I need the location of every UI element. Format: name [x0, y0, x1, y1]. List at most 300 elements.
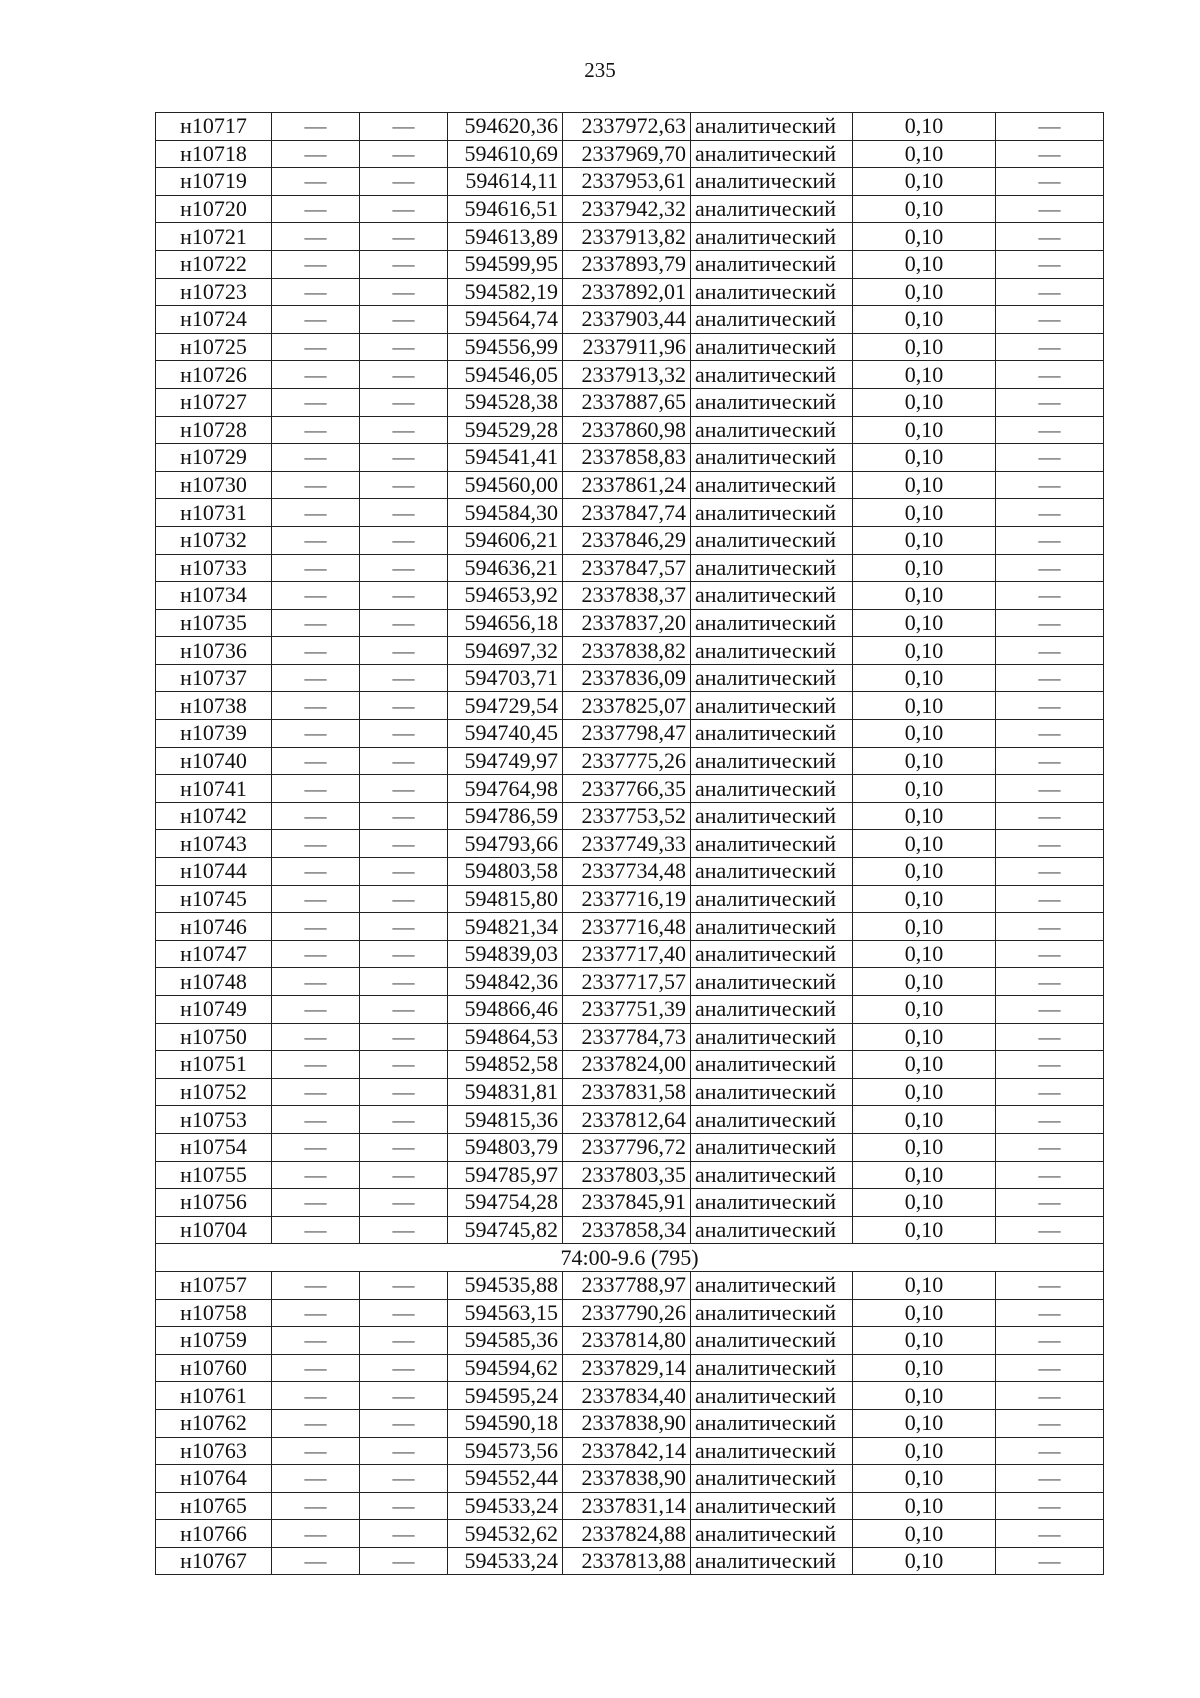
method-cell: аналитический — [691, 940, 853, 968]
x-coordinate-cell: 594831,81 — [448, 1078, 563, 1106]
dash-cell: — — [996, 1106, 1104, 1134]
dash-cell: — — [272, 499, 360, 527]
x-coordinate-cell: 594535,88 — [448, 1271, 563, 1299]
accuracy-cell: 0,10 — [853, 940, 996, 968]
table-row — [156, 720, 1104, 748]
x-coordinate-cell: 594815,36 — [448, 1106, 563, 1134]
x-coordinate-cell: 594697,32 — [448, 637, 563, 665]
dash-cell: — — [996, 444, 1104, 472]
dash-cell: — — [272, 913, 360, 941]
dash-cell: — — [272, 664, 360, 692]
dash-cell: — — [996, 913, 1104, 941]
y-coordinate-cell: 2337913,82 — [563, 223, 691, 251]
y-coordinate-cell: 2337829,14 — [563, 1354, 691, 1382]
dash-cell: — — [360, 140, 448, 168]
y-coordinate-cell: 2337775,26 — [563, 747, 691, 775]
y-coordinate-cell: 2337717,57 — [563, 968, 691, 996]
method-cell: аналитический — [691, 720, 853, 748]
x-coordinate-cell: 594852,58 — [448, 1051, 563, 1079]
dash-cell: — — [360, 637, 448, 665]
table-row — [156, 1216, 1104, 1244]
method-cell: аналитический — [691, 361, 853, 389]
dash-cell: — — [360, 1547, 448, 1575]
x-coordinate-cell: 594614,11 — [448, 168, 563, 196]
dash-cell: — — [272, 444, 360, 472]
table-row — [156, 1161, 1104, 1189]
x-coordinate-cell: 594745,82 — [448, 1216, 563, 1244]
accuracy-cell: 0,10 — [853, 968, 996, 996]
x-coordinate-cell: 594532,62 — [448, 1520, 563, 1548]
dash-cell: — — [360, 223, 448, 251]
table-row — [156, 1492, 1104, 1520]
y-coordinate-cell: 2337858,34 — [563, 1216, 691, 1244]
point-name-cell: н10724 — [156, 306, 272, 334]
accuracy-cell: 0,10 — [853, 720, 996, 748]
dash-cell: — — [360, 361, 448, 389]
page-number: 235 — [584, 58, 616, 82]
x-coordinate-cell: 594786,59 — [448, 802, 563, 830]
dash-cell: — — [996, 1023, 1104, 1051]
dash-cell: — — [996, 609, 1104, 637]
point-name-cell: н10723 — [156, 278, 272, 306]
dash-cell: — — [272, 416, 360, 444]
dash-cell: — — [996, 858, 1104, 886]
dash-cell: — — [996, 1051, 1104, 1079]
point-name-cell: н10720 — [156, 195, 272, 223]
point-name-cell: н10731 — [156, 499, 272, 527]
y-coordinate-cell: 2337790,26 — [563, 1299, 691, 1327]
dash-cell: — — [272, 306, 360, 334]
table-row — [156, 333, 1104, 361]
table-row — [156, 1189, 1104, 1217]
y-coordinate-cell: 2337766,35 — [563, 775, 691, 803]
y-coordinate-cell: 2337716,48 — [563, 913, 691, 941]
table-row — [156, 996, 1104, 1024]
dash-cell: — — [360, 1216, 448, 1244]
point-name-cell: н10748 — [156, 968, 272, 996]
y-coordinate-cell: 2337893,79 — [563, 250, 691, 278]
y-coordinate-cell: 2337812,64 — [563, 1106, 691, 1134]
table-row — [156, 140, 1104, 168]
point-name-cell: н10717 — [156, 113, 272, 141]
y-coordinate-cell: 2337825,07 — [563, 692, 691, 720]
dash-cell: — — [360, 1437, 448, 1465]
table-row — [156, 113, 1104, 141]
method-cell: аналитический — [691, 747, 853, 775]
x-coordinate-cell: 594803,79 — [448, 1133, 563, 1161]
accuracy-cell: 0,10 — [853, 140, 996, 168]
dash-cell: — — [272, 168, 360, 196]
y-coordinate-cell: 2337838,90 — [563, 1465, 691, 1493]
point-name-cell: н10739 — [156, 720, 272, 748]
y-coordinate-cell: 2337803,35 — [563, 1161, 691, 1189]
dash-cell: — — [272, 830, 360, 858]
dash-cell: — — [996, 416, 1104, 444]
point-name-cell: н10760 — [156, 1354, 272, 1382]
dash-cell: — — [360, 858, 448, 886]
table-row — [156, 278, 1104, 306]
x-coordinate-cell: 594606,21 — [448, 526, 563, 554]
dash-cell: — — [360, 1106, 448, 1134]
dash-cell: — — [360, 1327, 448, 1355]
method-cell: аналитический — [691, 582, 853, 610]
dash-cell: — — [996, 637, 1104, 665]
coordinates-table — [155, 112, 1104, 1575]
dash-cell: — — [996, 1078, 1104, 1106]
method-cell: аналитический — [691, 113, 853, 141]
table-row — [156, 1299, 1104, 1327]
y-coordinate-cell: 2337846,29 — [563, 526, 691, 554]
accuracy-cell: 0,10 — [853, 1409, 996, 1437]
dash-cell: — — [996, 1327, 1104, 1355]
dash-cell: — — [272, 692, 360, 720]
table-row — [156, 609, 1104, 637]
dash-cell: — — [996, 940, 1104, 968]
point-name-cell: н10736 — [156, 637, 272, 665]
method-cell: аналитический — [691, 885, 853, 913]
y-coordinate-cell: 2337838,37 — [563, 582, 691, 610]
x-coordinate-cell: 594821,34 — [448, 913, 563, 941]
y-coordinate-cell: 2337749,33 — [563, 830, 691, 858]
dash-cell: — — [360, 609, 448, 637]
dash-cell: — — [272, 1189, 360, 1217]
point-name-cell: н10718 — [156, 140, 272, 168]
dash-cell: — — [996, 582, 1104, 610]
y-coordinate-cell: 2337892,01 — [563, 278, 691, 306]
table-row — [156, 1051, 1104, 1079]
table-row — [156, 858, 1104, 886]
table-row — [156, 1547, 1104, 1575]
dash-cell: — — [996, 195, 1104, 223]
method-cell: аналитический — [691, 1133, 853, 1161]
point-name-cell: н10721 — [156, 223, 272, 251]
accuracy-cell: 0,10 — [853, 333, 996, 361]
dash-cell: — — [360, 1354, 448, 1382]
x-coordinate-cell: 594529,28 — [448, 416, 563, 444]
dash-cell: — — [360, 968, 448, 996]
method-cell: аналитический — [691, 499, 853, 527]
dash-cell: — — [360, 388, 448, 416]
dash-cell: — — [996, 1133, 1104, 1161]
dash-cell: — — [996, 554, 1104, 582]
dash-cell: — — [272, 582, 360, 610]
method-cell: аналитический — [691, 1437, 853, 1465]
dash-cell: — — [996, 1271, 1104, 1299]
y-coordinate-cell: 2337838,82 — [563, 637, 691, 665]
method-cell: аналитический — [691, 609, 853, 637]
accuracy-cell: 0,10 — [853, 168, 996, 196]
y-coordinate-cell: 2337831,58 — [563, 1078, 691, 1106]
method-cell: аналитический — [691, 996, 853, 1024]
point-name-cell: н10764 — [156, 1465, 272, 1493]
point-name-cell: н10738 — [156, 692, 272, 720]
x-coordinate-cell: 594785,97 — [448, 1161, 563, 1189]
accuracy-cell: 0,10 — [853, 1354, 996, 1382]
table-row — [156, 195, 1104, 223]
x-coordinate-cell: 594703,71 — [448, 664, 563, 692]
y-coordinate-cell: 2337837,20 — [563, 609, 691, 637]
y-coordinate-cell: 2337842,14 — [563, 1437, 691, 1465]
dash-cell: — — [360, 747, 448, 775]
dash-cell: — — [360, 830, 448, 858]
dash-cell: — — [996, 775, 1104, 803]
dash-cell: — — [272, 1327, 360, 1355]
dash-cell: — — [360, 416, 448, 444]
table-row — [156, 1327, 1104, 1355]
dash-cell: — — [272, 526, 360, 554]
accuracy-cell: 0,10 — [853, 1299, 996, 1327]
dash-cell: — — [360, 1133, 448, 1161]
table-row — [156, 223, 1104, 251]
dash-cell: — — [360, 250, 448, 278]
y-coordinate-cell: 2337911,96 — [563, 333, 691, 361]
dash-cell: — — [360, 333, 448, 361]
dash-cell: — — [272, 775, 360, 803]
y-coordinate-cell: 2337716,19 — [563, 885, 691, 913]
accuracy-cell: 0,10 — [853, 1492, 996, 1520]
y-coordinate-cell: 2337845,91 — [563, 1189, 691, 1217]
x-coordinate-cell: 594563,15 — [448, 1299, 563, 1327]
dash-cell: — — [360, 1078, 448, 1106]
point-name-cell: н10729 — [156, 444, 272, 472]
method-cell: аналитический — [691, 1520, 853, 1548]
method-cell: аналитический — [691, 858, 853, 886]
method-cell: аналитический — [691, 802, 853, 830]
dash-cell: — — [360, 1023, 448, 1051]
method-cell: аналитический — [691, 1409, 853, 1437]
accuracy-cell: 0,10 — [853, 996, 996, 1024]
y-coordinate-cell: 2337798,47 — [563, 720, 691, 748]
method-cell: аналитический — [691, 775, 853, 803]
dash-cell: — — [272, 1078, 360, 1106]
dash-cell: — — [360, 802, 448, 830]
point-name-cell: н10757 — [156, 1271, 272, 1299]
method-cell: аналитический — [691, 388, 853, 416]
table-row — [156, 940, 1104, 968]
accuracy-cell: 0,10 — [853, 388, 996, 416]
point-name-cell: н10726 — [156, 361, 272, 389]
method-cell: аналитический — [691, 664, 853, 692]
dash-cell: — — [360, 1492, 448, 1520]
table-row — [156, 250, 1104, 278]
method-cell: аналитический — [691, 968, 853, 996]
x-coordinate-cell: 594573,56 — [448, 1437, 563, 1465]
dash-cell: — — [360, 913, 448, 941]
dash-cell: — — [272, 609, 360, 637]
method-cell: аналитический — [691, 1354, 853, 1382]
accuracy-cell: 0,10 — [853, 113, 996, 141]
x-coordinate-cell: 594533,24 — [448, 1492, 563, 1520]
dash-cell: — — [272, 1133, 360, 1161]
accuracy-cell: 0,10 — [853, 471, 996, 499]
table-row — [156, 1437, 1104, 1465]
point-name-cell: н10743 — [156, 830, 272, 858]
dash-cell: — — [360, 996, 448, 1024]
dash-cell: — — [996, 333, 1104, 361]
method-cell: аналитический — [691, 1106, 853, 1134]
x-coordinate-cell: 594864,53 — [448, 1023, 563, 1051]
point-name-cell: н10719 — [156, 168, 272, 196]
point-name-cell: н10741 — [156, 775, 272, 803]
point-name-cell: н10747 — [156, 940, 272, 968]
dash-cell: — — [996, 278, 1104, 306]
point-name-cell: н10734 — [156, 582, 272, 610]
dash-cell: — — [272, 1023, 360, 1051]
table-row — [156, 692, 1104, 720]
method-cell: аналитический — [691, 1189, 853, 1217]
section-header-row — [156, 1244, 1104, 1272]
y-coordinate-cell: 2337824,88 — [563, 1520, 691, 1548]
accuracy-cell: 0,10 — [853, 1078, 996, 1106]
dash-cell: — — [996, 471, 1104, 499]
dash-cell: — — [360, 499, 448, 527]
point-name-cell: н10730 — [156, 471, 272, 499]
table-row — [156, 1271, 1104, 1299]
dash-cell: — — [996, 113, 1104, 141]
dash-cell: — — [360, 1409, 448, 1437]
section-title: 74:00-9.6 (795) — [156, 1244, 1104, 1272]
accuracy-cell: 0,10 — [853, 416, 996, 444]
method-cell: аналитический — [691, 692, 853, 720]
dash-cell: — — [272, 278, 360, 306]
table-row — [156, 168, 1104, 196]
accuracy-cell: 0,10 — [853, 637, 996, 665]
y-coordinate-cell: 2337847,74 — [563, 499, 691, 527]
method-cell: аналитический — [691, 333, 853, 361]
table-row — [156, 1106, 1104, 1134]
point-name-cell: н10754 — [156, 1133, 272, 1161]
x-coordinate-cell: 594764,98 — [448, 775, 563, 803]
x-coordinate-cell: 594740,45 — [448, 720, 563, 748]
method-cell: аналитический — [691, 306, 853, 334]
accuracy-cell: 0,10 — [853, 1133, 996, 1161]
point-name-cell: н10745 — [156, 885, 272, 913]
dash-cell: — — [360, 1189, 448, 1217]
dash-cell: — — [360, 940, 448, 968]
y-coordinate-cell: 2337824,00 — [563, 1051, 691, 1079]
dash-cell: — — [272, 250, 360, 278]
dash-cell: — — [996, 720, 1104, 748]
accuracy-cell: 0,10 — [853, 1327, 996, 1355]
table-row — [156, 306, 1104, 334]
method-cell: аналитический — [691, 1327, 853, 1355]
accuracy-cell: 0,10 — [853, 1161, 996, 1189]
dash-cell: — — [272, 858, 360, 886]
table-row — [156, 1023, 1104, 1051]
y-coordinate-cell: 2337953,61 — [563, 168, 691, 196]
dash-cell: — — [272, 140, 360, 168]
dash-cell: — — [996, 1382, 1104, 1410]
dash-cell: — — [996, 747, 1104, 775]
point-name-cell: н10759 — [156, 1327, 272, 1355]
point-name-cell: н10746 — [156, 913, 272, 941]
dash-cell: — — [272, 1382, 360, 1410]
dash-cell: — — [272, 1354, 360, 1382]
accuracy-cell: 0,10 — [853, 278, 996, 306]
x-coordinate-cell: 594560,00 — [448, 471, 563, 499]
x-coordinate-cell: 594653,92 — [448, 582, 563, 610]
accuracy-cell: 0,10 — [853, 913, 996, 941]
point-name-cell: н10704 — [156, 1216, 272, 1244]
x-coordinate-cell: 594556,99 — [448, 333, 563, 361]
table-row — [156, 1382, 1104, 1410]
accuracy-cell: 0,10 — [853, 526, 996, 554]
x-coordinate-cell: 594528,38 — [448, 388, 563, 416]
x-coordinate-cell: 594595,24 — [448, 1382, 563, 1410]
y-coordinate-cell: 2337969,70 — [563, 140, 691, 168]
y-coordinate-cell: 2337838,90 — [563, 1409, 691, 1437]
dash-cell: — — [360, 720, 448, 748]
dash-cell: — — [360, 168, 448, 196]
dash-cell: — — [272, 1106, 360, 1134]
table-row — [156, 499, 1104, 527]
accuracy-cell: 0,10 — [853, 1023, 996, 1051]
x-coordinate-cell: 594590,18 — [448, 1409, 563, 1437]
dash-cell: — — [996, 1354, 1104, 1382]
point-name-cell: н10756 — [156, 1189, 272, 1217]
x-coordinate-cell: 594564,74 — [448, 306, 563, 334]
dash-cell: — — [996, 830, 1104, 858]
x-coordinate-cell: 594594,62 — [448, 1354, 563, 1382]
x-coordinate-cell: 594749,97 — [448, 747, 563, 775]
dash-cell: — — [272, 802, 360, 830]
accuracy-cell: 0,10 — [853, 250, 996, 278]
y-coordinate-cell: 2337834,40 — [563, 1382, 691, 1410]
table-row — [156, 913, 1104, 941]
accuracy-cell: 0,10 — [853, 582, 996, 610]
point-name-cell: н10749 — [156, 996, 272, 1024]
point-name-cell: н10750 — [156, 1023, 272, 1051]
dash-cell: — — [272, 195, 360, 223]
point-name-cell: н10753 — [156, 1106, 272, 1134]
dash-cell: — — [996, 802, 1104, 830]
table-row — [156, 802, 1104, 830]
table-row — [156, 637, 1104, 665]
y-coordinate-cell: 2337788,97 — [563, 1271, 691, 1299]
accuracy-cell: 0,10 — [853, 1051, 996, 1079]
dash-cell: — — [272, 940, 360, 968]
dash-cell: — — [360, 1520, 448, 1548]
x-coordinate-cell: 594616,51 — [448, 195, 563, 223]
x-coordinate-cell: 594541,41 — [448, 444, 563, 472]
y-coordinate-cell: 2337814,80 — [563, 1327, 691, 1355]
dash-cell: — — [360, 885, 448, 913]
accuracy-cell: 0,10 — [853, 1271, 996, 1299]
dash-cell: — — [272, 720, 360, 748]
x-coordinate-cell: 594546,05 — [448, 361, 563, 389]
y-coordinate-cell: 2337796,72 — [563, 1133, 691, 1161]
x-coordinate-cell: 594803,58 — [448, 858, 563, 886]
table-row — [156, 664, 1104, 692]
dash-cell: — — [996, 250, 1104, 278]
dash-cell: — — [360, 664, 448, 692]
accuracy-cell: 0,10 — [853, 775, 996, 803]
point-name-cell: н10742 — [156, 802, 272, 830]
x-coordinate-cell: 594636,21 — [448, 554, 563, 582]
accuracy-cell: 0,10 — [853, 1106, 996, 1134]
method-cell: аналитический — [691, 1023, 853, 1051]
point-name-cell: н10755 — [156, 1161, 272, 1189]
point-name-cell: н10752 — [156, 1078, 272, 1106]
dash-cell: — — [360, 1161, 448, 1189]
dash-cell: — — [360, 471, 448, 499]
method-cell: аналитический — [691, 1216, 853, 1244]
dash-cell: — — [360, 526, 448, 554]
dash-cell: — — [360, 1465, 448, 1493]
dash-cell: — — [272, 747, 360, 775]
dash-cell: — — [272, 885, 360, 913]
dash-cell: — — [996, 1161, 1104, 1189]
